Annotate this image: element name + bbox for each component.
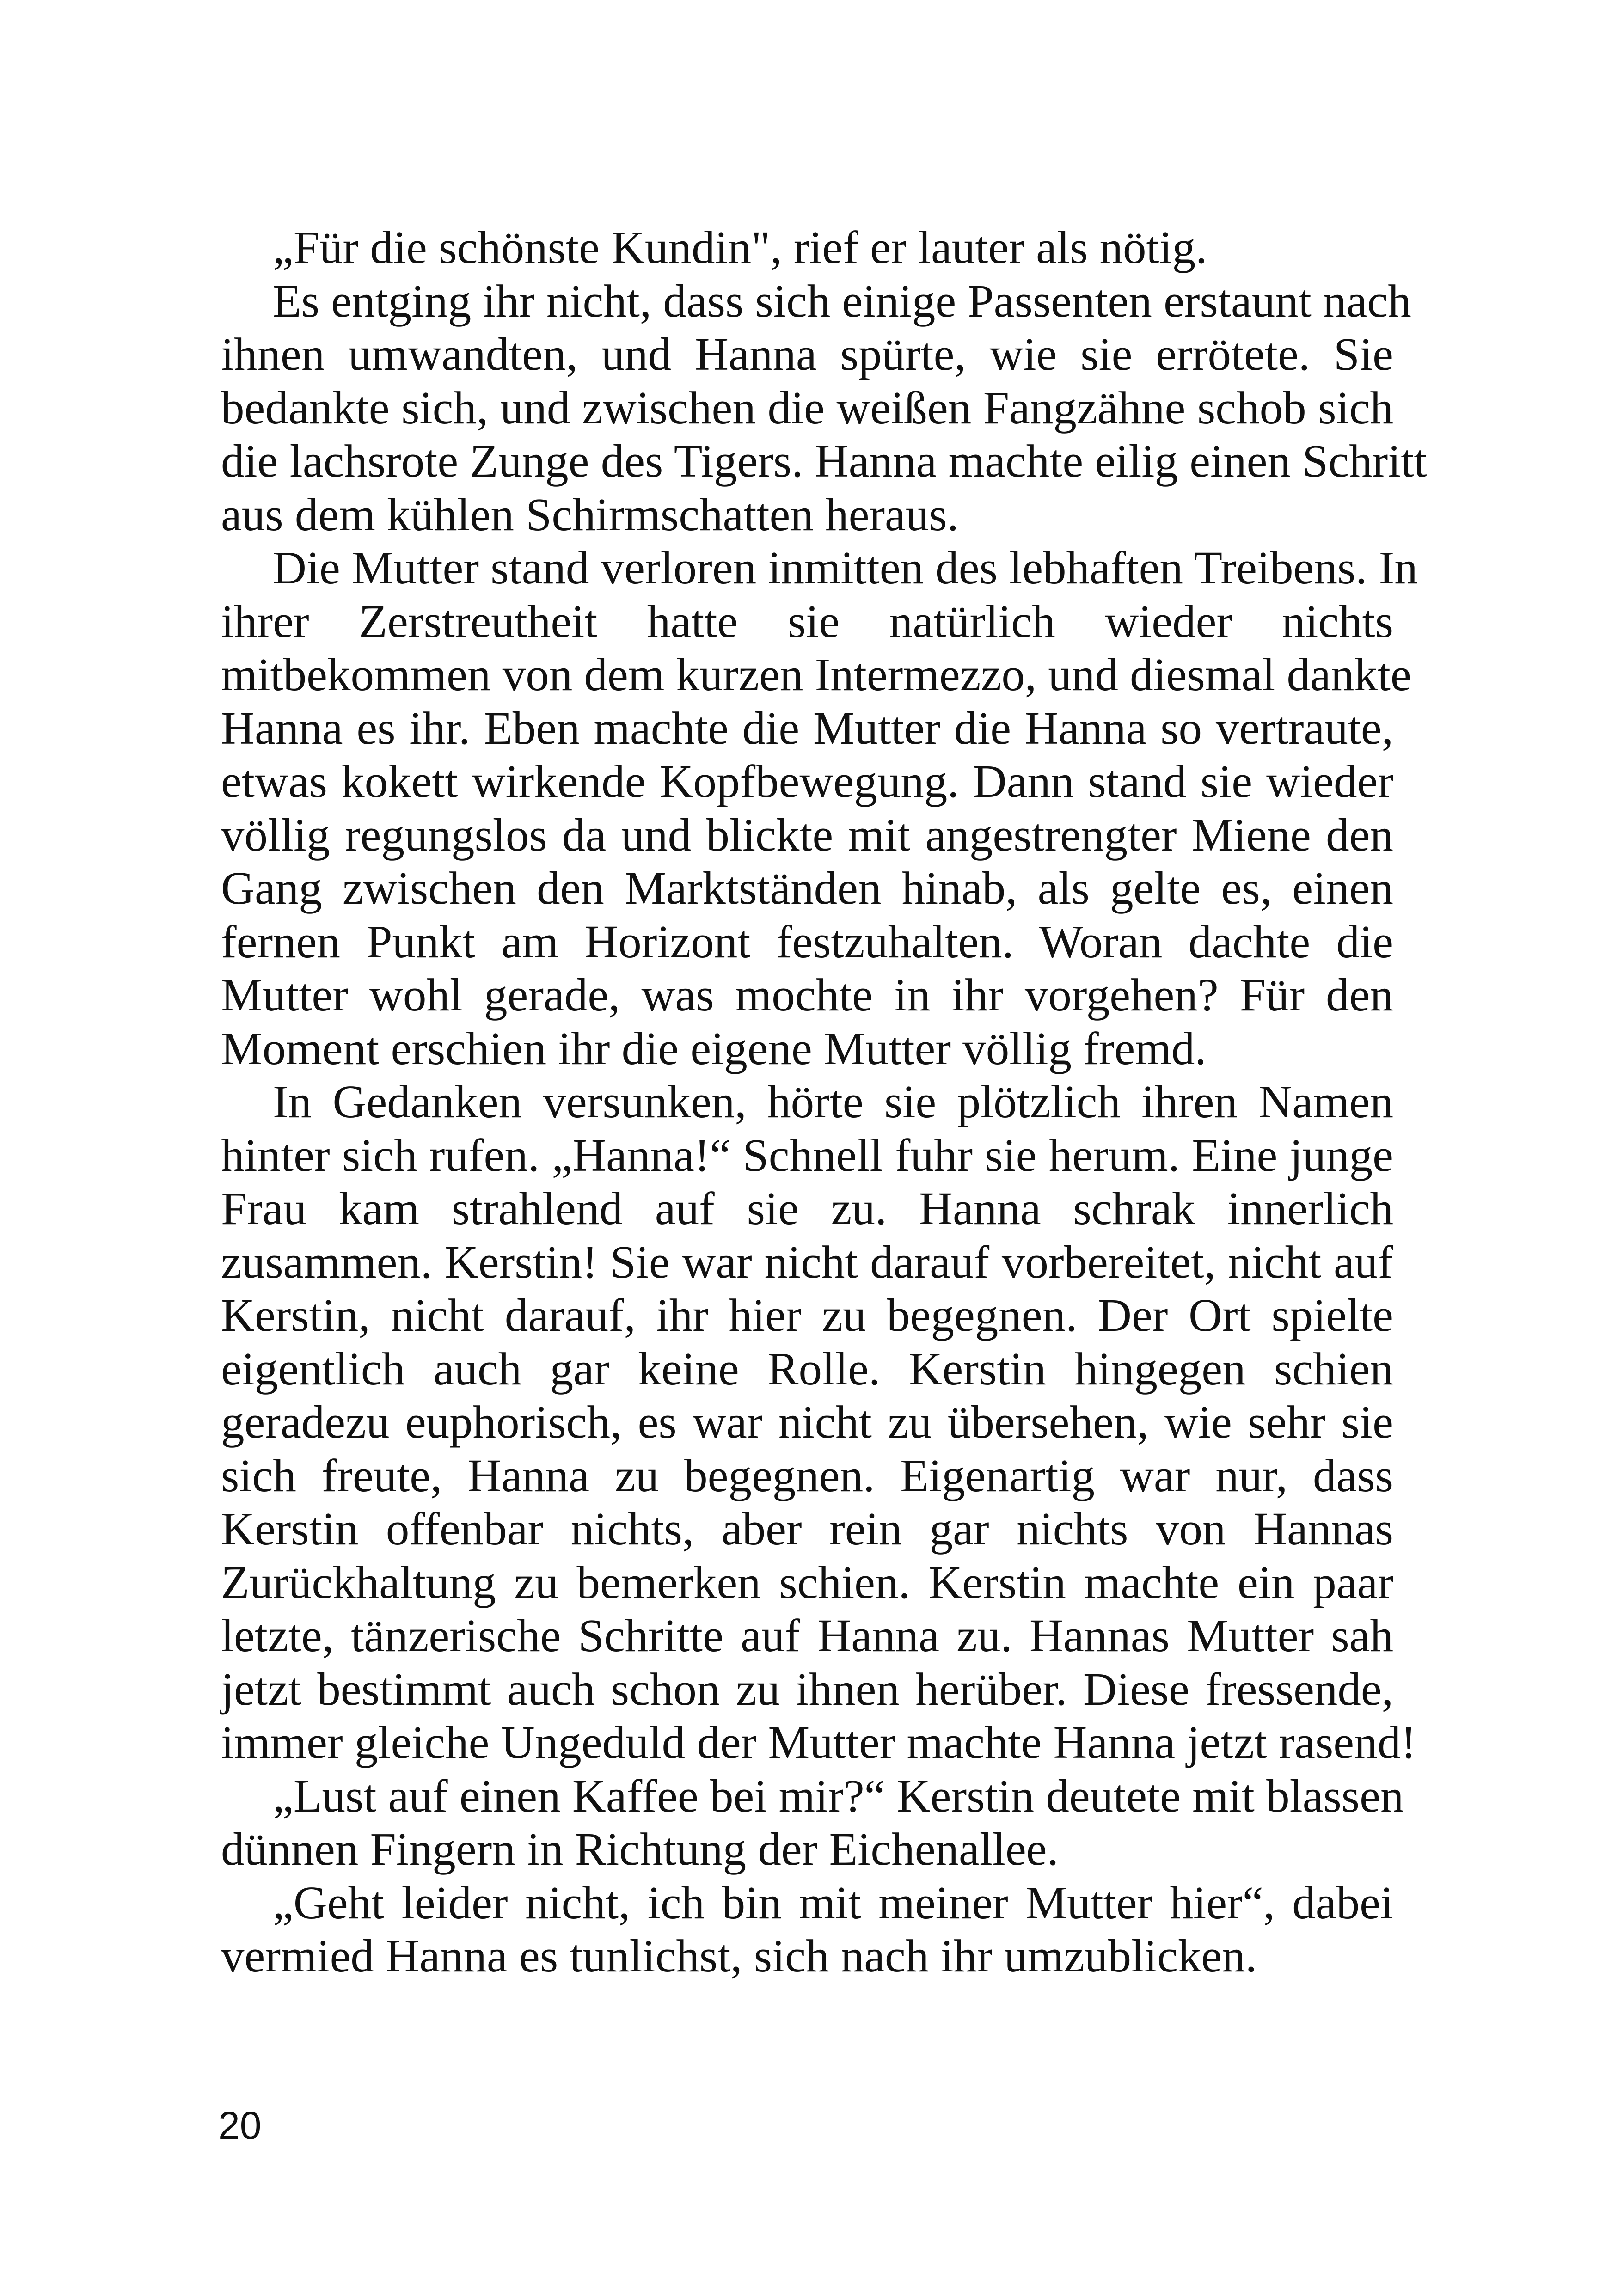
page-number: 20	[218, 2104, 262, 2147]
paragraph	[221, 1075, 1416, 1769]
text-line: Es entging ihr nicht, dass sich einige Passenten erstaunt nach	[273, 275, 1411, 327]
text-line: „Geht leider nicht, ich bin mit meiner Mutter hier“, dabei	[273, 1876, 1393, 1929]
text-line: Kerstin offenbar nichts, aber rein gar nichts von Hannas	[221, 1503, 1393, 1555]
text-line: Frau kam strahlend auf sie zu. Hanna schrak innerlich	[221, 1182, 1393, 1234]
text-line: Kerstin, nicht darauf, ihr hier zu begegnen. Der Ort spielte	[221, 1289, 1393, 1341]
text-line: In Gedanken versunken, hörte sie plötzlich ihren Namen	[273, 1076, 1393, 1127]
text-line: aus dem kühlen Schirmschatten heraus.	[221, 488, 959, 540]
text-line: dünnen Fingern in Richtung der Eichenallee.	[221, 1823, 1059, 1875]
text-line: völlig regungslos da und blickte mit angestrengter Miene den	[221, 808, 1393, 861]
text-line: etwas kokett wirkende Kopfbewegung. Dann stand sie wieder	[221, 755, 1393, 807]
text-line: Zurückhaltung zu bemerken schien. Kerstin machte ein paar	[221, 1556, 1393, 1608]
text-line: vermied Hanna es tunlichst, sich nach ihr umzublicken.	[221, 1930, 1257, 1982]
text-line: bedankte sich, und zwischen die weißen Fangzähne schob sich	[221, 381, 1393, 434]
text-line: sich freute, Hanna zu begegnen. Eigenartig war nur, dass	[221, 1449, 1393, 1501]
text-line: Die Mutter stand verloren inmitten des lebhaften Treibens. In	[273, 542, 1418, 594]
text-line: zusammen. Kerstin! Sie war nicht darauf vorbereitet, nicht auf	[221, 1236, 1393, 1288]
text-line: immer gleiche Ungeduld der Mutter machte Hanna jetzt rasend!	[221, 1716, 1416, 1768]
text-line: ihnen umwandten, und Hanna spürte, wie sie errötete. Sie	[221, 328, 1393, 380]
paragraph	[221, 1769, 1404, 1876]
text-line: Gang zwischen den Marktständen hinab, als gelte es, einen	[221, 862, 1393, 914]
text-line: letzte, tänzerische Schritte auf Hanna zu. Hannas Mutter sah	[221, 1610, 1393, 1661]
text-line: „Für die schönste Kundin", rief er lauter als nötig.	[273, 221, 1207, 273]
text-line: mitbekommen von dem kurzen Intermezzo, und diesmal dankte	[221, 649, 1411, 700]
text-line: ihrer Zerstreutheit hatte sie natürlich wieder nichts	[221, 595, 1393, 647]
paragraph	[221, 221, 1393, 275]
paragraph	[221, 275, 1427, 542]
paragraph	[221, 541, 1418, 1075]
paragraph	[221, 1876, 1393, 1983]
body-text	[221, 221, 1427, 1983]
text-line: „Lust auf einen Kaffee bei mir?“ Kerstin deutete mit blassen	[273, 1769, 1404, 1822]
text-line: die lachsrote Zunge des Tigers. Hanna machte eilig einen Schritt	[221, 435, 1427, 487]
text-line: Moment erschien ihr die eigene Mutter völlig fremd.	[221, 1022, 1207, 1074]
text-line: eigentlich auch gar keine Rolle. Kerstin hingegen schien	[221, 1342, 1393, 1395]
text-line: fernen Punkt am Horizont festzuhalten. Woran dachte die	[221, 915, 1393, 967]
text-line: geradezu euphorisch, es war nicht zu übersehen, wie sehr sie	[221, 1396, 1393, 1448]
text-line: Mutter wohl gerade, was mochte in ihr vorgehen? Für den	[221, 969, 1393, 1021]
text-line: Hanna es ihr. Eben machte die Mutter die Hanna so vertraute,	[221, 702, 1393, 754]
text-line: jetzt bestimmt auch schon zu ihnen herüber. Diese fressende,	[221, 1663, 1393, 1715]
text-line: hinter sich rufen. „Hanna!“ Schnell fuhr sie herum. Eine junge	[221, 1129, 1393, 1181]
